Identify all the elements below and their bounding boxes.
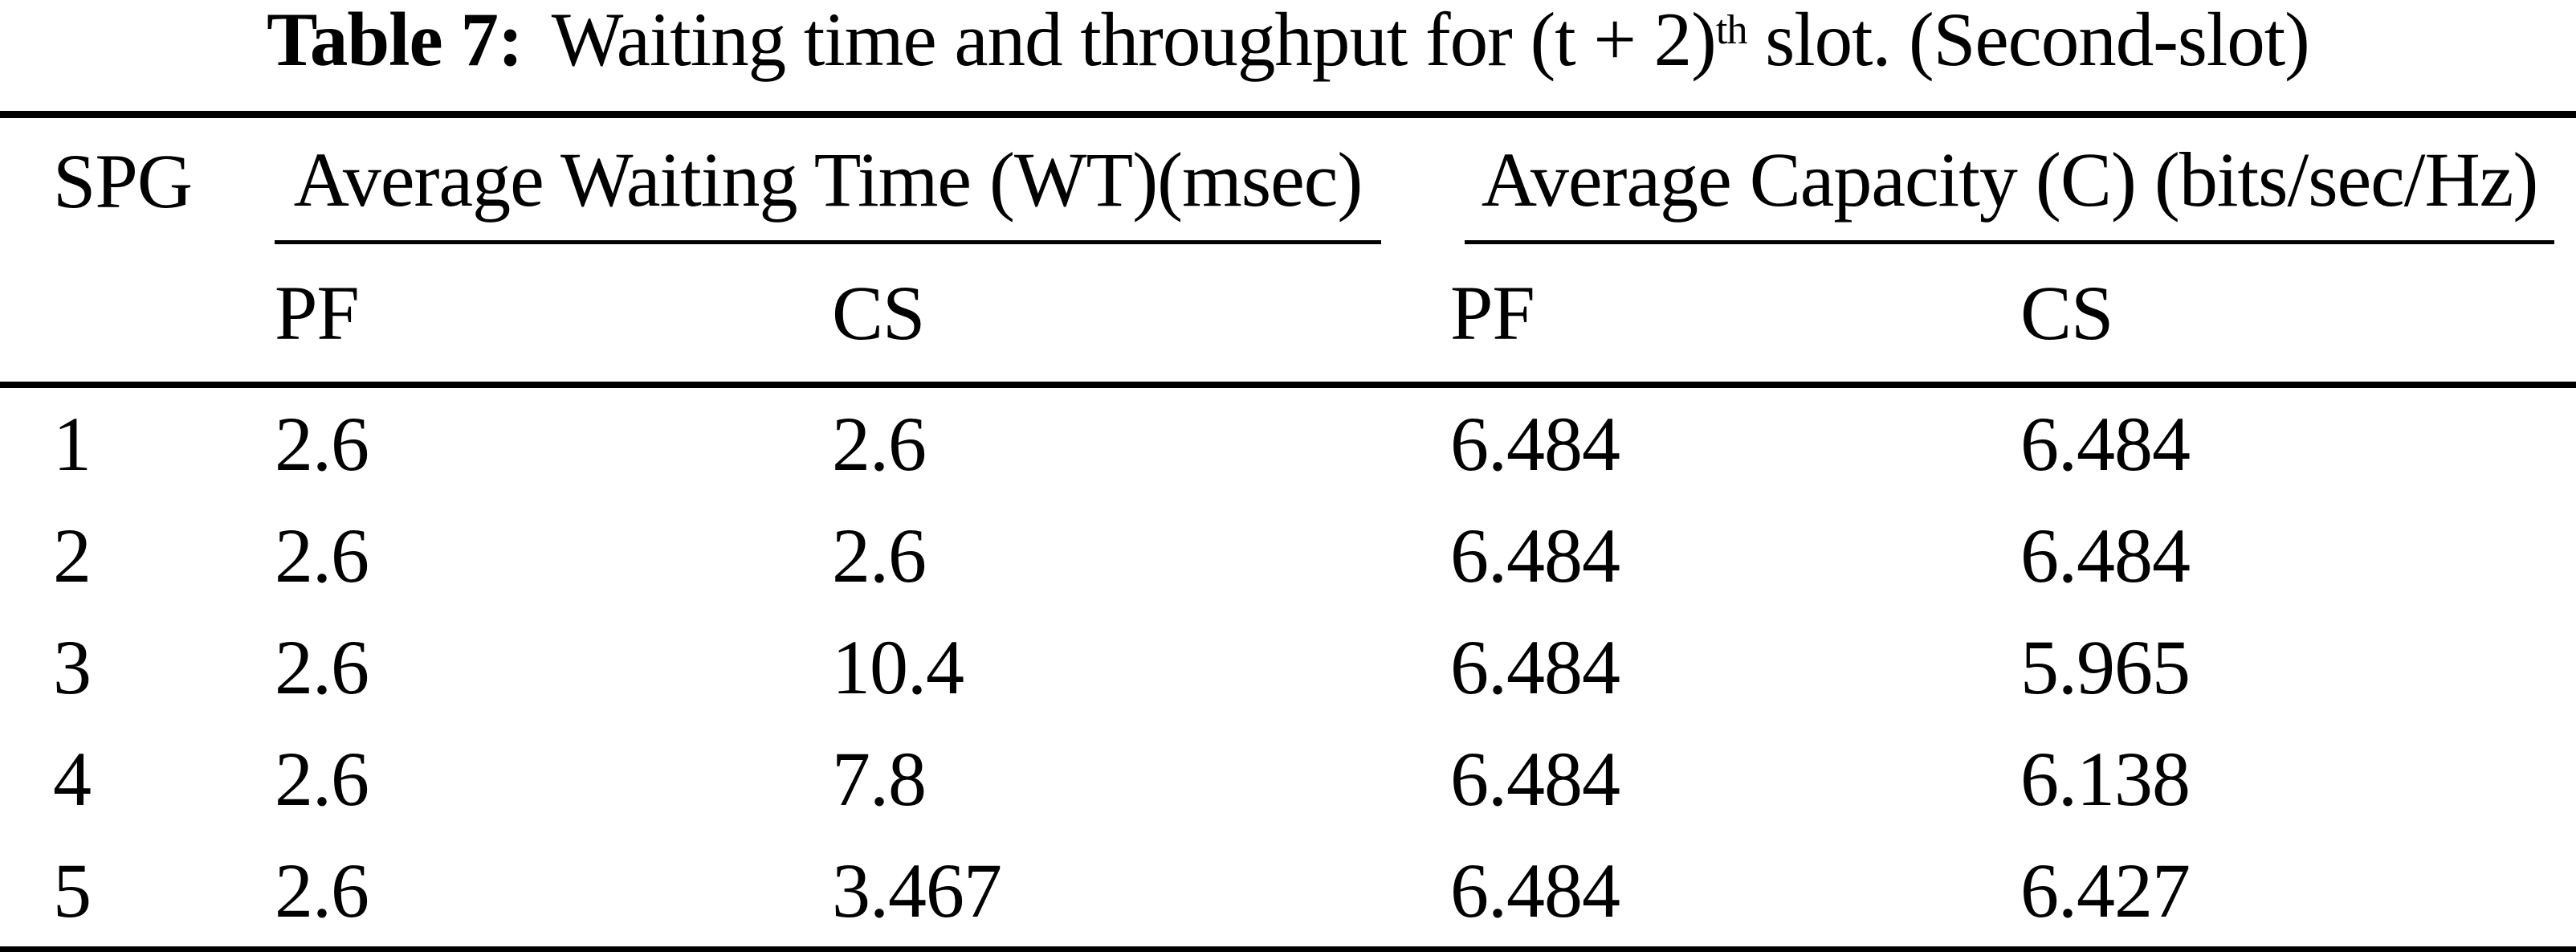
subheader-empty — [0, 244, 275, 385]
cell-spg: 1 — [53, 401, 91, 487]
cell-wt-pf: 2.6 — [275, 401, 369, 487]
results-table — [0, 111, 2576, 952]
table-row — [0, 500, 2576, 611]
table-caption-text-tail: slot. (Second-slot) — [1747, 0, 2309, 82]
table-row — [0, 835, 2576, 950]
group-header-row — [0, 115, 2576, 245]
subheader-c-cs: CS — [2020, 270, 2113, 356]
group-header-waiting-time — [275, 115, 1450, 245]
table-caption-label: Table 7: — [267, 0, 523, 82]
table-caption-text: Waiting time and throughput for (t + 2) — [551, 0, 1716, 82]
cell-c-cs: 5.965 — [2020, 624, 2191, 710]
cell-wt-cs: 7.8 — [832, 736, 926, 822]
subheader-wt-pf: PF — [275, 270, 359, 356]
cell-c-cs: 6.138 — [2020, 736, 2191, 822]
group-header-capacity — [1450, 115, 2576, 245]
group-header-waiting-time-label: Average Waiting Time (WT)(msec) — [275, 118, 1381, 244]
cell-wt-cs: 2.6 — [832, 513, 926, 599]
table-caption-superscript: th — [1715, 6, 1747, 53]
cell-wt-pf: 2.6 — [275, 624, 369, 710]
cell-c-pf: 6.484 — [1450, 624, 1620, 710]
cell-c-cs: 6.427 — [2020, 848, 2191, 934]
cell-c-cs: 6.484 — [2020, 401, 2191, 487]
table-caption — [0, 0, 2576, 80]
cell-wt-pf: 2.6 — [275, 736, 369, 822]
cell-wt-pf: 2.6 — [275, 848, 369, 934]
subheader-row — [0, 244, 2576, 385]
group-header-capacity-label: Average Capacity (C) (bits/sec/Hz) — [1465, 118, 2554, 244]
cell-spg: 5 — [53, 848, 91, 934]
table-row — [0, 611, 2576, 723]
table-row — [0, 723, 2576, 835]
corner-header-spg: SPG — [53, 138, 193, 224]
cell-spg: 2 — [53, 513, 91, 599]
cell-wt-cs: 2.6 — [832, 401, 926, 487]
table-row — [0, 385, 2576, 500]
cell-wt-cs: 10.4 — [832, 624, 964, 710]
cell-c-cs: 6.484 — [2020, 513, 2191, 599]
cell-c-pf: 6.484 — [1450, 401, 1620, 487]
cell-wt-cs: 3.467 — [832, 848, 1001, 934]
subheader-c-pf: PF — [1450, 270, 1535, 356]
cell-wt-pf: 2.6 — [275, 513, 369, 599]
cell-c-pf: 6.484 — [1450, 848, 1620, 934]
cell-c-pf: 6.484 — [1450, 513, 1620, 599]
cell-spg: 3 — [53, 624, 91, 710]
subheader-wt-cs: CS — [832, 270, 925, 356]
cell-c-pf: 6.484 — [1450, 736, 1620, 822]
cell-spg: 4 — [53, 736, 91, 822]
